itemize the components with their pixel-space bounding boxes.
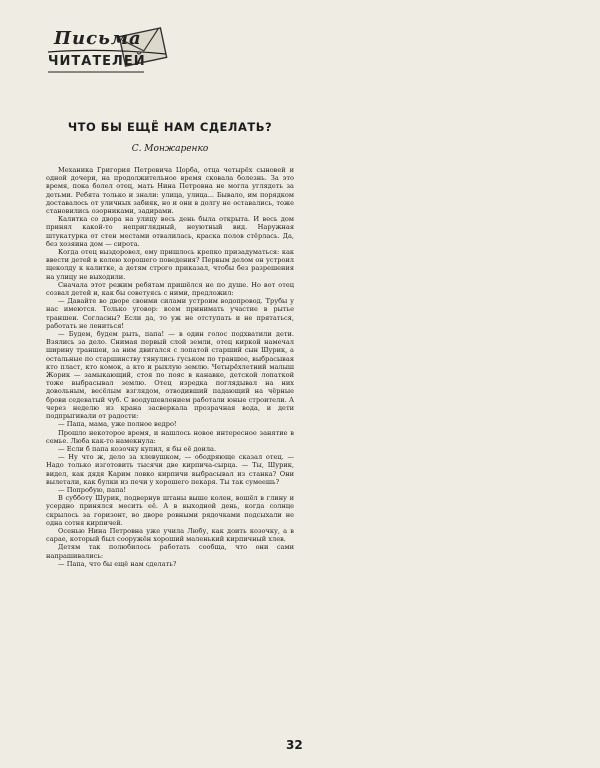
- article-title: ЧТО БЫ ЕЩЁ НАМ СДЕЛАТЬ?: [67, 120, 273, 134]
- article-paragraph: — Папа, что бы ещё нам сделать?: [58, 559, 177, 568]
- article-paragraph: — Папа, мама, уже полное ведро!: [58, 420, 177, 429]
- article-paragraph: Сначала этот режим ребятам пришёлся не по душе. Но вот отец созвал детей и, как бы советуясь с ними, предложил:: [46, 280, 294, 298]
- article-paragraph: Механика Григория Петровича Цорба, отца четырёх сыновей и одной дочери, на продолжительное время сковала болезнь. За это время, пока болел отец, мать Нина Петровна не могла углядеть за детьми. Ребята только и знали: улица, улица... Бывало, им порядком доставалось от уличных забияк, но и они в долгу не оставались, тоже становились озорниками, задирами.: [46, 166, 294, 216]
- article-author: С. Монжаренко: [131, 144, 209, 154]
- page-number: 32: [286, 738, 303, 752]
- article-paragraph: Осенью Нина Петровна уже учила Любу, как доить козочку, а в сарае, который был сооружён хороший маленький кирпичный хлев.: [46, 526, 294, 544]
- logo-script-word: Письма: [54, 28, 142, 49]
- article-paragraph: Когда отец выздоровел, ему пришлось крепко призадуматься: как ввести детей в колею хорошего поведения? Первым делом он устроил щеколду к калитке, а детям строго приказал, чтобы без разрешения на улицу не выходили.: [46, 248, 294, 281]
- logo-block-word: ЧИТАТЕЛЕЙ: [48, 54, 146, 69]
- article-paragraph: Калитка со двора на улицу весь день была открыта. И весь дом принял какой-то неприглядный, неуютный вид. Наружная штукатурка от стен местами отвалилась, краска полов стёрлась. Да, без хозяина дом — сирота.: [46, 215, 294, 248]
- article-paragraph: — Будем, будем рыть, папа! — в один голос подхватили дети. Взялись за дело. Снимая первый слой земли, отец киркой намечал ширину траншеи, за ним двигался с лопатой старший сын Шурик, а остальные по старшинству тянулись гуськом по траншее, выбрасывая кто пласт, кто комок, а кто и рыхлую землю. Четырёхлетний малыш Жорик — замыкающий, стоя по пояс в канавке, детской лопаткой тоже выбрасывал землю. Отец изредка поглядывал на них довольным, весёлым взглядом, отводивший падающий на чёрные брови седеватый чуб. С воодушевлением работали юные строители. А через неделю из крана засверкала прозрачная вода, и дети подпрыгивали от радости:: [46, 330, 294, 421]
- article-left-column: [46, 120, 294, 568]
- article-paragraph: — Если б папа козочку купил, я бы её доила.: [58, 444, 217, 453]
- article-paragraph: Прошло некоторое время, и нашлось новое интересное занятие в семье. Люба как-то намекнула:: [46, 428, 294, 445]
- article-paragraph: — Попробую, папа!: [58, 485, 127, 494]
- article-paragraph: — Давайте во дворе своими силами устроим водопровод. Трубы у нас имеются. Только уговор: всем принимать участие в рытье траншеи. Согласны? Если да, то уж не отступать и не прятаться, работать не лениться!: [46, 297, 294, 330]
- article-paragraph: В субботу Шурик, подвернув штаны выше колен, вошёл в глину и усердно принялся месить её. А в выходной день, когда солнце скрылось за горизонт, во дворе ровными рядочками подсыхали не одна сотня кирпичей.: [46, 494, 294, 527]
- article-paragraph: — Ну что ж, дело за хлевушком, — ободряюще сказал отец. — Надо только изготовить тысячи две кирпича-сырца. — Ты, Шурик, видел, как дядя Карим ловко кирпичи выбрасывал из станка? Они вылетали, как булки из печи у хорошего пекаря. Ты так сумеешь?: [46, 453, 294, 486]
- letters-from-readers-logo: [44, 26, 174, 82]
- article-paragraph: Детям так полюбилось работать сообща, что они сами напрашивались:: [46, 543, 294, 560]
